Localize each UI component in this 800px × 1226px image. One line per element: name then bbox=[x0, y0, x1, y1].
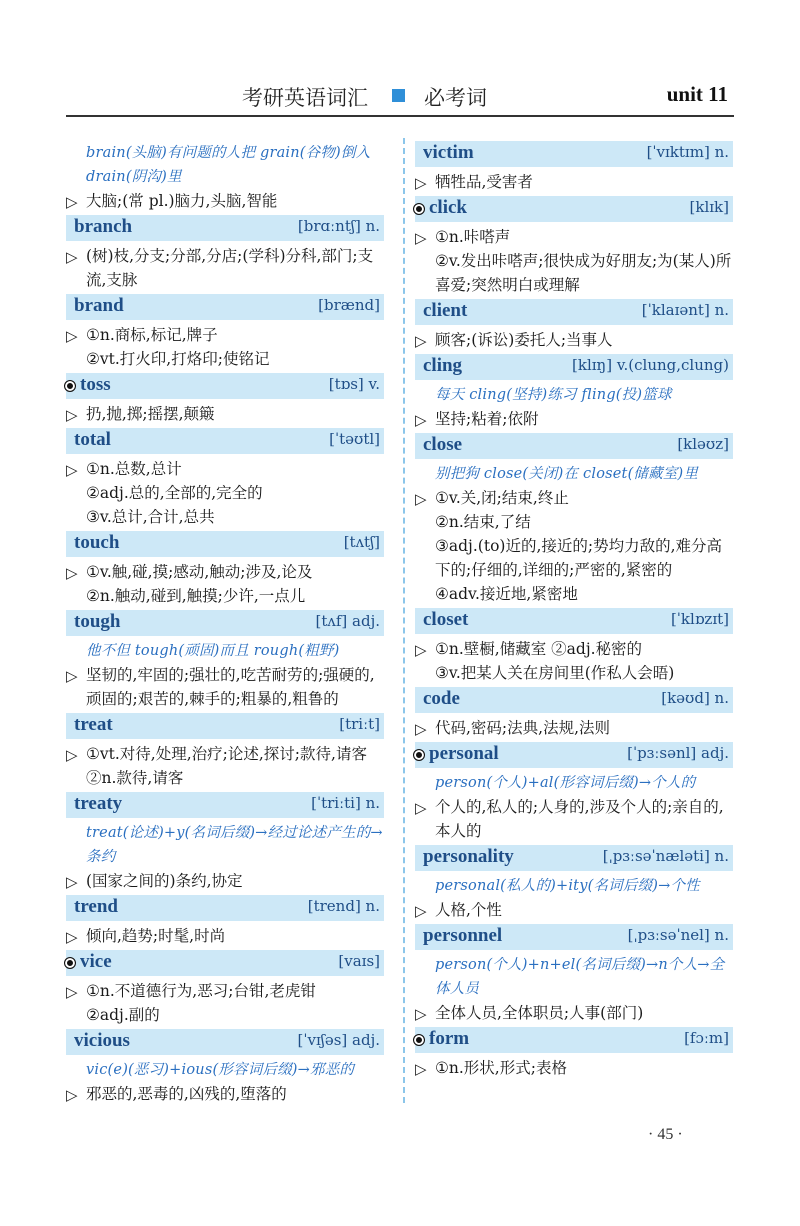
phonetic: [trend] n. bbox=[307, 897, 380, 915]
definition-text: 邪恶的,恶毒的,凶残的,堕落的 bbox=[86, 1085, 287, 1103]
pointer-triangle-icon: ▷ bbox=[415, 332, 427, 350]
definition bbox=[66, 457, 384, 529]
phonetic: [tɒs] v. bbox=[328, 375, 380, 393]
definition bbox=[66, 663, 384, 711]
unit-label: unit 11 bbox=[666, 82, 728, 106]
definition-text: 个人的,私人的;人身的,涉及个人的;亲自的,本人的 bbox=[435, 798, 724, 840]
word-entry bbox=[415, 687, 733, 740]
phonetic: [kəʊd] n. bbox=[661, 689, 729, 707]
definition bbox=[415, 328, 733, 352]
mnemonic: brain(头脑)有问题的人把 grain(谷物)倒入 drain(阴沟)里 bbox=[86, 145, 371, 185]
definition bbox=[66, 323, 384, 371]
phonetic: [ˌpɜːsəˈnel] n. bbox=[627, 926, 729, 944]
pointer-triangle-icon: ▷ bbox=[415, 641, 427, 659]
definition bbox=[415, 486, 733, 606]
pointer-triangle-icon: ▷ bbox=[66, 667, 78, 685]
mnemonic: vic(e)(恶习)+ious(形容词后缀)→邪恶的 bbox=[86, 1062, 355, 1078]
left-column bbox=[66, 141, 384, 1108]
key-word-bullet-icon bbox=[64, 380, 76, 392]
definition-text: 全体人员,全体职员;人事(部门) bbox=[435, 1004, 644, 1022]
headword-bar bbox=[66, 373, 384, 399]
headword-bar bbox=[415, 742, 733, 768]
definition-text: 人格,个性 bbox=[435, 901, 502, 919]
word-entry bbox=[415, 354, 733, 431]
headword: vice bbox=[80, 951, 112, 972]
headword-bar bbox=[415, 299, 733, 325]
phonetic: [ˈvɪktɪm] n. bbox=[646, 143, 729, 161]
pointer-triangle-icon: ▷ bbox=[415, 174, 427, 192]
definition bbox=[66, 979, 384, 1027]
headword-bar bbox=[66, 895, 384, 921]
header-rule bbox=[66, 115, 734, 117]
headword-bar bbox=[66, 531, 384, 557]
word-entry bbox=[66, 373, 384, 426]
pointer-triangle-icon: ▷ bbox=[66, 873, 78, 891]
mnemonic: 每天 cling(坚持)练习 fling(投)篮球 bbox=[435, 387, 672, 403]
definition-text: 代码,密码;法典,法规,法则 bbox=[435, 719, 611, 737]
pointer-triangle-icon: ▷ bbox=[415, 1060, 427, 1078]
word-entry bbox=[66, 215, 384, 292]
phonetic: [ˈklaɪənt] n. bbox=[641, 301, 729, 319]
phonetic: [tʌtʃ] bbox=[343, 533, 380, 551]
phonetic: [tʌf] adj. bbox=[315, 612, 380, 630]
pointer-triangle-icon: ▷ bbox=[66, 406, 78, 424]
headword: branch bbox=[74, 216, 133, 237]
column-divider bbox=[403, 138, 405, 1103]
word-entry bbox=[66, 294, 384, 371]
pointer-triangle-icon: ▷ bbox=[415, 490, 427, 508]
word-entry bbox=[415, 845, 733, 922]
word-entry bbox=[415, 196, 733, 297]
word-entry bbox=[66, 895, 384, 948]
headword: closet bbox=[423, 609, 469, 630]
headword: personnel bbox=[423, 925, 503, 946]
definition bbox=[415, 716, 733, 740]
definition-text: ①vt.对待,处理,治疗;论述,探讨;款待,请客 ②n.款待,请客 bbox=[86, 745, 367, 787]
definition-text: 坚韧的,牢固的;强壮的,吃苦耐劳的;强硬的,顽固的;艰苦的,棘手的;粗暴的,粗鲁的 bbox=[86, 666, 375, 708]
pointer-triangle-icon: ▷ bbox=[66, 746, 78, 764]
word-entry bbox=[66, 713, 384, 790]
phonetic: [ˈtriːti] n. bbox=[311, 794, 380, 812]
headword: client bbox=[423, 300, 468, 321]
pointer-triangle-icon: ▷ bbox=[66, 983, 78, 1001]
pointer-triangle-icon: ▷ bbox=[66, 928, 78, 946]
phonetic: [vaɪs] bbox=[338, 952, 380, 970]
headword: close bbox=[423, 434, 463, 455]
definition bbox=[66, 560, 384, 608]
definition-text: ①v.关,闭;结束,终止 ②n.结束,了结 ③adj.(to)近的,接近的;势均力敌的,难分高下的;仔细的,详细的;严密的,紧密的 ④adv.接近地,紧密地 bbox=[435, 489, 723, 603]
phonetic: [brænd] bbox=[318, 296, 380, 314]
headword-bar bbox=[66, 713, 384, 739]
definition bbox=[66, 924, 384, 948]
word-entry bbox=[415, 924, 733, 1025]
pointer-triangle-icon: ▷ bbox=[66, 1086, 78, 1104]
right-column bbox=[415, 141, 733, 1082]
definition-text: 倾向,趋势;时髦,时尚 bbox=[86, 927, 226, 945]
definition-text: 大脑;(常 pl.)脑力,头脑,智能 bbox=[86, 192, 278, 210]
headword: touch bbox=[74, 532, 120, 553]
definition bbox=[415, 898, 733, 922]
definition-text: ①n.商标,标记,牌子 ②vt.打火印,打烙印;使铭记 bbox=[86, 326, 270, 368]
headword: personal bbox=[429, 743, 499, 764]
word-entry bbox=[66, 428, 384, 529]
header-square-icon bbox=[392, 89, 405, 102]
headword-bar bbox=[66, 294, 384, 320]
key-word-bullet-icon bbox=[413, 749, 425, 761]
definition-text: ①n.壁橱,储藏室 ②adj.秘密的 ③v.把某人关在房间里(作私人会晤) bbox=[435, 640, 675, 682]
headword-bar bbox=[415, 354, 733, 380]
headword: treaty bbox=[74, 793, 123, 814]
definition-text: ①n.形状,形式;表格 bbox=[435, 1059, 567, 1077]
definition-text: ①n.总数,总计 ②adj.总的,全部的,完全的 ③v.总计,合计,总共 bbox=[86, 460, 263, 526]
page-number: · 45 · bbox=[648, 1126, 683, 1143]
definition-text: ①n.不道德行为,恶习;台钳,老虎钳 ②adj.副的 bbox=[86, 982, 316, 1024]
headword: personality bbox=[423, 846, 514, 867]
pointer-triangle-icon: ▷ bbox=[415, 229, 427, 247]
headword-bar bbox=[415, 845, 733, 871]
pointer-triangle-icon: ▷ bbox=[415, 799, 427, 817]
key-word-bullet-icon bbox=[413, 203, 425, 215]
headword-bar bbox=[415, 433, 733, 459]
phonetic: [ˈtəʊtl] bbox=[329, 430, 380, 448]
key-word-bullet-icon bbox=[413, 1034, 425, 1046]
pointer-triangle-icon: ▷ bbox=[66, 248, 78, 266]
headword: click bbox=[429, 197, 467, 218]
word-entry bbox=[415, 742, 733, 843]
word-entry bbox=[415, 433, 733, 606]
headword-bar bbox=[66, 428, 384, 454]
headword-bar bbox=[66, 1029, 384, 1055]
mnemonic: person(个人)+al(形容词后缀)→个人的 bbox=[435, 775, 696, 791]
word-entry bbox=[66, 950, 384, 1027]
headword-bar bbox=[66, 792, 384, 818]
headword: trend bbox=[74, 896, 118, 917]
headword-bar bbox=[415, 196, 733, 222]
definition-text: 坚持;粘着;依附 bbox=[435, 410, 539, 428]
phonetic: [kləʊz] bbox=[677, 435, 729, 453]
phonetic: [klɪŋ] v.(clung,clung) bbox=[572, 356, 729, 374]
definition bbox=[66, 402, 384, 426]
headword-bar bbox=[415, 924, 733, 950]
headword: tough bbox=[74, 611, 121, 632]
section-title: 必考词 bbox=[424, 86, 487, 110]
phonetic: [ˈklɒzɪt] bbox=[670, 610, 729, 628]
definition bbox=[415, 795, 733, 843]
phonetic: [ˈvɪʃəs] adj. bbox=[297, 1031, 380, 1049]
headword: vicious bbox=[74, 1030, 130, 1051]
mnemonic: treat(论述)+y(名词后缀)→经过论述产生的→条约 bbox=[86, 825, 383, 865]
word-entry bbox=[415, 141, 733, 194]
headword: form bbox=[429, 1028, 470, 1049]
definition-text: ①v.触,碰,摸;感动,触动;涉及,论及 ②n.触动,碰到,触摸;少许,一点儿 bbox=[86, 563, 313, 605]
headword-bar bbox=[415, 608, 733, 634]
pointer-triangle-icon: ▷ bbox=[415, 720, 427, 738]
phonetic: [triːt] bbox=[339, 715, 380, 733]
definition bbox=[415, 225, 733, 297]
word-entry bbox=[66, 141, 384, 213]
headword-bar bbox=[415, 687, 733, 713]
mnemonic: 他不但 tough(顽固)而且 rough(粗野) bbox=[86, 643, 340, 659]
definition-text: (树)枝,分支;分部,分店;(学科)分科,部门;支流,支脉 bbox=[86, 247, 374, 289]
definition-text: 牺牲品,受害者 bbox=[435, 173, 533, 191]
phonetic: [klɪk] bbox=[689, 198, 729, 216]
definition bbox=[415, 1001, 733, 1025]
headword: brand bbox=[74, 295, 124, 316]
mnemonic: personal(私人的)+ity(名词后缀)→个性 bbox=[435, 878, 700, 894]
definition-text: 顾客;(诉讼)委托人;当事人 bbox=[435, 331, 613, 349]
headword: code bbox=[423, 688, 460, 709]
pointer-triangle-icon: ▷ bbox=[66, 193, 78, 211]
word-entry bbox=[415, 1027, 733, 1080]
word-entry bbox=[66, 792, 384, 893]
pointer-triangle-icon: ▷ bbox=[66, 327, 78, 345]
phonetic: [ˌpɜːsəˈnæləti] n. bbox=[602, 847, 729, 865]
definition bbox=[415, 1056, 733, 1080]
headword: cling bbox=[423, 355, 463, 376]
headword-bar bbox=[66, 610, 384, 636]
headword-bar bbox=[415, 1027, 733, 1053]
book-title: 考研英语词汇 bbox=[242, 86, 368, 110]
definition bbox=[415, 637, 733, 685]
pointer-triangle-icon: ▷ bbox=[66, 564, 78, 582]
mnemonic: person(个人)+n+el(名词后缀)→n个人→全体人员 bbox=[435, 957, 725, 997]
definition bbox=[66, 742, 384, 790]
definition bbox=[66, 869, 384, 893]
pointer-triangle-icon: ▷ bbox=[66, 461, 78, 479]
pointer-triangle-icon: ▷ bbox=[415, 411, 427, 429]
definition-text: ①n.咔嗒声 ②v.发出咔嗒声;很快成为好朋友;为(某人)所喜爱;突然明白或理解 bbox=[435, 228, 732, 294]
headword: victim bbox=[423, 142, 474, 163]
word-entry bbox=[66, 610, 384, 711]
headword-bar bbox=[66, 950, 384, 976]
word-entry bbox=[415, 608, 733, 685]
headword-bar bbox=[66, 215, 384, 241]
key-word-bullet-icon bbox=[64, 957, 76, 969]
definition bbox=[415, 407, 733, 431]
definition bbox=[66, 244, 384, 292]
phonetic: [fɔːm] bbox=[684, 1029, 729, 1047]
page-header bbox=[0, 78, 800, 118]
definition bbox=[66, 189, 384, 213]
definition-text: (国家之间的)条约,协定 bbox=[86, 872, 243, 890]
definition bbox=[415, 170, 733, 194]
definition bbox=[66, 1082, 384, 1106]
word-entry bbox=[415, 299, 733, 352]
pointer-triangle-icon: ▷ bbox=[415, 902, 427, 920]
word-entry bbox=[66, 1029, 384, 1106]
mnemonic: 别把狗 close(关闭)在 closet(储藏室)里 bbox=[435, 466, 699, 482]
headword: treat bbox=[74, 714, 113, 735]
phonetic: [brɑːntʃ] n. bbox=[297, 217, 380, 235]
phonetic: [ˈpɜːsənl] adj. bbox=[627, 744, 729, 762]
headword-bar bbox=[415, 141, 733, 167]
headword: toss bbox=[80, 374, 111, 395]
pointer-triangle-icon: ▷ bbox=[415, 1005, 427, 1023]
definition-text: 扔,抛,掷;摇摆,颠簸 bbox=[86, 405, 215, 423]
headword: total bbox=[74, 429, 111, 450]
word-entry bbox=[66, 531, 384, 608]
